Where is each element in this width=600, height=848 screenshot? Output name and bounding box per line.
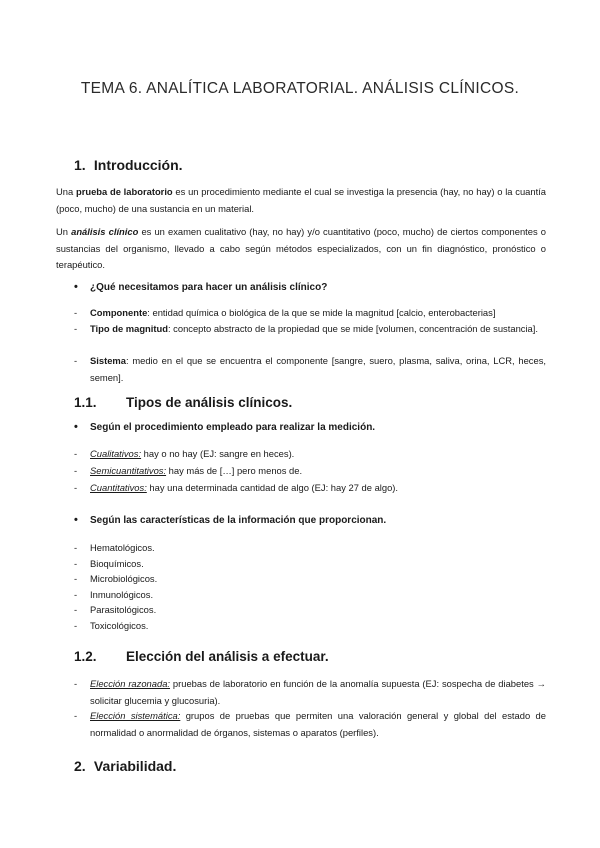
section-heading-tipos xyxy=(74,395,292,410)
bullet-heading-text: ¿Qué necesitamos para hacer un análisis clínico? xyxy=(90,282,328,293)
list-item xyxy=(56,708,546,741)
item-text: Inmunológicos. xyxy=(90,589,154,600)
item-text: Hematológicos. xyxy=(90,542,155,553)
item-text: grupos de pruebas que permiten una valoración general y global del estado de normalidad o anormalidad de órganos, sistemas o aparatos (perfiles). xyxy=(90,710,546,738)
bullet-heading-text: Según las características de la información que proporcionan. xyxy=(90,515,387,526)
bullet-icon: • xyxy=(74,421,78,433)
item-term: Elección razonada: xyxy=(90,678,171,689)
bullet-icon: • xyxy=(74,514,78,526)
section-title: Introducción. xyxy=(93,157,183,173)
bold-term: prueba de laboratorio xyxy=(75,186,173,197)
section-number: 1. xyxy=(74,157,86,173)
procedure-heading xyxy=(74,421,375,433)
list-item xyxy=(56,540,546,557)
list-item xyxy=(56,463,546,480)
item-text: : concepto abstracto de la propiedad que se mide [volumen, concentración de sustancia]. xyxy=(167,323,538,334)
text: es un procedimiento mediante el cual se investiga la presencia (hay, no hay) o la cuantía (poco, mucho) de una sustancia en un material. xyxy=(56,186,547,214)
list-item xyxy=(56,305,546,322)
item-term: Semicuantitativos: xyxy=(90,465,167,476)
dash-marker: - xyxy=(74,604,78,615)
section-title: Elección del análisis a efectuar. xyxy=(126,649,329,664)
dash-marker: - xyxy=(74,573,78,584)
item-text: : medio en el que se encuentra el componente [sangre, suero, plasma, saliva, orina, LCR, heces, semen]. xyxy=(90,355,546,383)
list-item xyxy=(56,571,546,588)
item-term: Sistema xyxy=(90,355,126,366)
item-text: Toxicológicos. xyxy=(90,620,149,631)
list-item xyxy=(56,353,546,386)
list-item xyxy=(56,480,546,497)
item-term: Cuantitativos: xyxy=(90,482,147,493)
text: es un examen cualitativo (hay, no hay) y/o cuantitativo (poco, mucho) de ciertos componentes o sustancias del organismo, llevado a cabo según métodos especializados, con un fin diagnóstico, pronóstico o terapéutico. xyxy=(56,226,547,270)
list-item xyxy=(56,446,546,463)
item-term: Tipo de magnitud xyxy=(90,323,168,334)
section-number: 2. xyxy=(74,758,86,774)
dash-marker: - xyxy=(74,542,78,553)
dash-marker: - xyxy=(74,307,78,318)
needs-heading xyxy=(74,281,327,293)
list-item xyxy=(56,602,546,619)
section-heading-eleccion xyxy=(74,649,329,664)
dash-marker: - xyxy=(74,448,78,459)
dash-marker: - xyxy=(74,589,78,600)
section-number: 1.1. xyxy=(74,395,97,410)
dash-marker: - xyxy=(74,710,78,721)
item-term: Elección sistemática: xyxy=(90,710,181,721)
page-title: TEMA 6. ANALÍTICA LABORATORIAL. ANÁLISIS CLÍNICOS. xyxy=(80,80,520,97)
item-text: pruebas de laboratorio en función de la anomalía supuesta (EJ: sospecha de diabetes → solicitar glucemia y glucosuria). xyxy=(90,678,546,706)
section-title: Variabilidad. xyxy=(93,758,177,774)
dash-marker: - xyxy=(74,678,78,689)
characteristics-heading xyxy=(74,514,386,526)
dash-marker: - xyxy=(74,620,78,631)
text: Una xyxy=(56,186,76,197)
section-title: Tipos de análisis clínicos. xyxy=(126,395,293,410)
item-term: Componente xyxy=(90,307,148,318)
item-term: Cualitativos: xyxy=(90,448,142,459)
section-heading-introduccion xyxy=(74,157,183,173)
item-text: Parasitológicos. xyxy=(90,604,157,615)
item-text: Bioquímicos. xyxy=(90,558,144,569)
dash-marker: - xyxy=(74,355,78,366)
text: Un xyxy=(56,226,72,237)
bullet-heading-text: Según el procedimiento empleado para realizar la medición. xyxy=(90,422,376,433)
list-item xyxy=(56,321,546,338)
section-heading-variabilidad xyxy=(74,758,176,774)
bullet-icon: • xyxy=(74,281,78,293)
list-item xyxy=(56,676,546,709)
dash-marker: - xyxy=(74,323,78,334)
item-text: hay más de […] pero menos de. xyxy=(166,465,303,476)
bold-italic-term: análisis clínico xyxy=(71,226,139,237)
dash-marker: - xyxy=(74,465,78,476)
dash-marker: - xyxy=(74,482,78,493)
dash-marker: - xyxy=(74,558,78,569)
item-text: hay o no hay (EJ: sangre en heces). xyxy=(141,448,295,459)
intro-paragraph-2 xyxy=(56,224,546,274)
intro-paragraph-1 xyxy=(56,184,546,217)
item-text: : entidad química o biológica de la que se mide la magnitud [calcio, enterobacterias] xyxy=(147,307,496,318)
list-item xyxy=(56,618,546,635)
section-number: 1.2. xyxy=(74,649,97,664)
item-text: Microbiológicos. xyxy=(90,573,158,584)
item-text: hay una determinada cantidad de algo (EJ: hay 27 de algo). xyxy=(146,482,399,493)
